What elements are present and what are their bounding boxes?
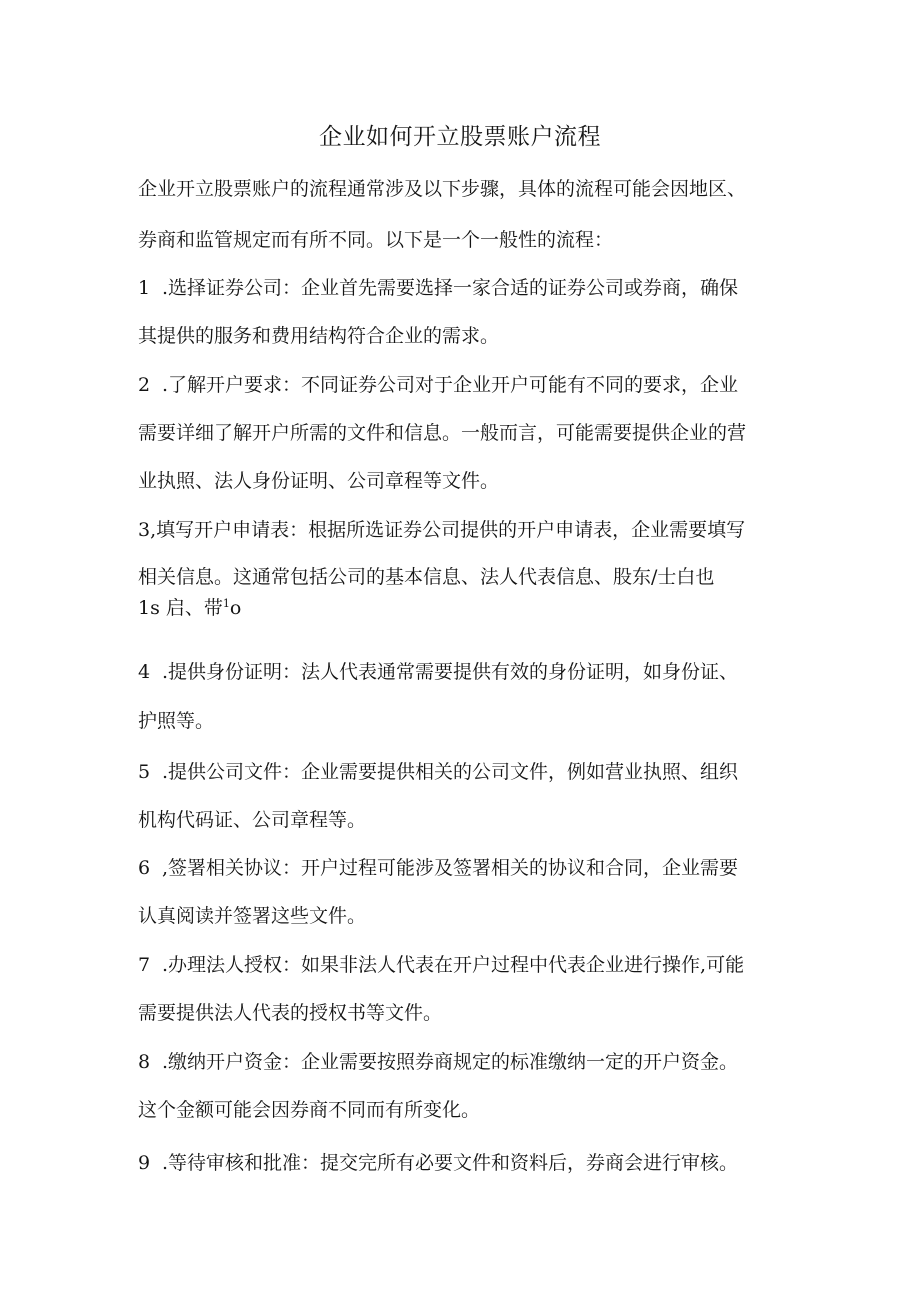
step-number: 8 [138, 1051, 151, 1073]
garbled-text-b: 启、带 [165, 597, 223, 619]
step-2-line-2: 需要详细了解开户所需的文件和信息。一般而言，可能需要提供企业的营 [138, 422, 747, 444]
step-3-garbled-line [138, 592, 241, 620]
garbled-text-a: 1s [138, 597, 160, 619]
step-3-line-2: 相关信息。这通常包括公司的基本信息、法人代表信息、股东/士白也 [138, 566, 715, 588]
step-8-line-2: 这个金额可能会因券商不同而有所变化。 [138, 1099, 481, 1121]
garbled-text-c: o [229, 597, 242, 619]
step-text: ,签署相关协议：开户过程可能涉及签署相关的协议和合同，企业需要 [162, 857, 739, 879]
step-9-line-1 [138, 1151, 738, 1175]
step-number: 7 [138, 954, 151, 976]
step-7-line-2: 需要提供法人代表的授权书等文件。 [138, 1002, 443, 1024]
step-6-line-1 [138, 856, 738, 880]
step-4-line-2: 护照等。 [138, 710, 215, 732]
step-text: .提供公司文件：企业需要提供相关的公司文件，例如营业执照、组织 [162, 761, 739, 783]
step-text: .等待审核和批准：提交完所有必要文件和资料后，券商会进行审核。 [162, 1152, 739, 1174]
step-text: .缴纳开户资金：企业需要按照券商规定的标准缴纳一定的开户资金。 [162, 1051, 739, 1073]
step-number: 2 [138, 374, 151, 396]
intro-line-1: 企业开立股票账户的流程通常涉及以下步骤，具体的流程可能会因地区、 [138, 178, 747, 200]
step-2-line-1 [138, 373, 738, 397]
step-text: .了解开户要求：不同证券公司对于企业开户可能有不同的要求，企业 [162, 374, 739, 396]
step-1-line-1 [138, 276, 738, 300]
document-title: 企业如何开立股票账户流程 [319, 124, 601, 150]
step-number: 5 [138, 761, 151, 783]
step-number: 6 [138, 857, 151, 879]
step-5-line-2: 机构代码证、公司章程等。 [138, 809, 367, 831]
step-number: 1 [138, 277, 151, 299]
step-4-line-1 [138, 660, 738, 684]
step-1-line-2: 其提供的服务和费用结构符合企业的需求。 [138, 325, 500, 347]
step-number: 9 [138, 1152, 151, 1174]
step-text: .办理法人授权：如果非法人代表在开户过程中代表企业进行操作,可能 [162, 954, 745, 976]
step-3-line-1 [138, 518, 745, 542]
step-2-line-3: 业执照、法人身份证明、公司章程等文件。 [138, 470, 500, 492]
step-8-line-1 [138, 1050, 738, 1074]
garbled-superscript: 1 [222, 597, 230, 610]
step-number: 3, [138, 519, 157, 541]
step-number: 4 [138, 661, 151, 683]
intro-line-2: 券商和监管规定而有所不同。以下是一个一般性的流程： [138, 229, 614, 251]
step-text: 填写开户申请表：根据所选证券公司提供的开户申请表，企业需要填写 [156, 519, 746, 541]
step-6-line-2: 认真阅读并签署这些文件。 [138, 905, 367, 927]
step-5-line-1 [138, 760, 738, 784]
step-7-line-1 [138, 953, 744, 977]
step-text: .提供身份证明：法人代表通常需要提供有效的身份证明，如身份证、 [162, 661, 739, 683]
step-text: .选择证券公司：企业首先需要选择一家合适的证券公司或券商，确保 [162, 277, 739, 299]
